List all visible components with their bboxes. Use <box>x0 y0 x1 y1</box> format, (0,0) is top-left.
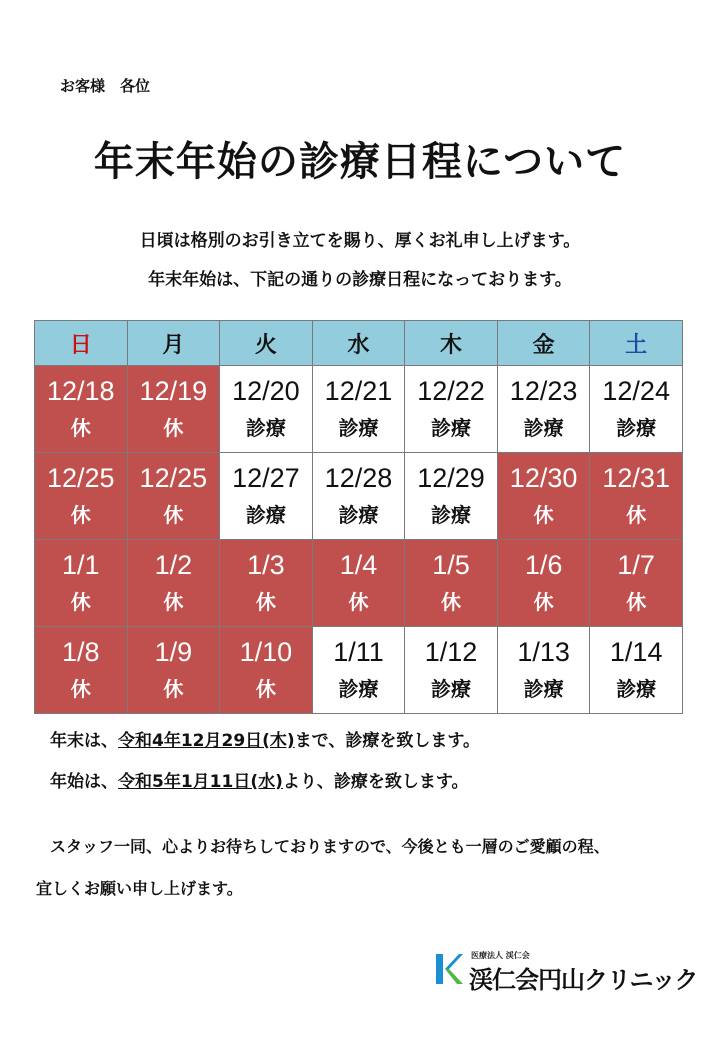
intro-line-1: 日頃は格別のお引き立てを賜り、厚くお礼申し上げます。 <box>139 231 581 251</box>
year-end-notice <box>50 726 480 751</box>
calendar-day-cell <box>312 540 405 627</box>
day-status-open: 診療 <box>338 416 379 440</box>
calendar-day-cell <box>497 540 590 627</box>
day-date: 1/14 <box>609 637 663 667</box>
day-date: 12/24 <box>602 376 670 406</box>
calendar-day-cell <box>405 540 498 627</box>
day-date: 12/30 <box>509 463 578 493</box>
calendar-day-cell <box>590 366 683 453</box>
weekday-wednesday: 水 <box>312 321 405 366</box>
calendar-day-cell <box>35 540 128 627</box>
keijinkai-logo-icon <box>435 952 463 986</box>
page-title: 年末年始の診療日程について <box>93 139 627 185</box>
day-date: 12/22 <box>417 376 485 406</box>
day-date: 1/6 <box>524 550 563 580</box>
day-status-closed: 休 <box>163 416 184 440</box>
day-status-open: 診療 <box>245 503 286 527</box>
calendar-day-cell <box>405 453 498 540</box>
day-date: 1/11 <box>333 637 384 667</box>
day-status-closed: 休 <box>533 503 554 527</box>
calendar-day-cell <box>220 366 313 453</box>
day-status-closed: 休 <box>255 677 276 701</box>
day-status-closed: 休 <box>70 590 91 614</box>
weekday-tuesday: 火 <box>220 321 313 366</box>
calendar-day-cell <box>127 366 220 453</box>
day-status-closed: 休 <box>626 590 647 614</box>
weekday-header-row <box>35 321 683 366</box>
calendar-week-row <box>35 366 683 453</box>
day-date: 12/21 <box>324 376 393 406</box>
day-status-open: 診療 <box>338 677 379 701</box>
weekday-thursday: 木 <box>405 321 498 366</box>
day-status-closed: 休 <box>348 590 369 614</box>
schedule-calendar <box>34 320 683 714</box>
calendar-day-cell <box>497 366 590 453</box>
closing-line-2: 宜しくお願い申し上げます。 <box>36 879 243 898</box>
day-status-closed: 休 <box>70 503 91 527</box>
calendar-day-cell <box>497 627 590 714</box>
day-date: 1/1 <box>62 550 100 580</box>
calendar-week-row <box>35 540 683 627</box>
closing-line-1: スタッフ一同、心よりお待ちしておりますので、今後とも一層のご愛顧の程、 <box>50 837 610 856</box>
day-status-open: 診療 <box>338 503 379 527</box>
calendar-week-row <box>35 627 683 714</box>
calendar-day-cell <box>220 540 313 627</box>
notice-date: 令和5年1月11日(水) <box>118 772 283 792</box>
addressee: お客様 各位 <box>60 77 151 95</box>
calendar-day-cell <box>127 540 220 627</box>
day-status-open: 診療 <box>431 416 472 440</box>
day-date: 12/27 <box>232 463 300 493</box>
logo-corporation: 医療法人 渓仁会 <box>471 951 530 960</box>
day-date: 12/23 <box>509 376 578 406</box>
day-status-closed: 休 <box>163 590 184 614</box>
day-date: 12/18 <box>46 376 115 406</box>
day-status-open: 診療 <box>245 416 286 440</box>
calendar-day-cell <box>497 453 590 540</box>
day-date: 1/13 <box>517 637 570 667</box>
day-status-open: 診療 <box>616 416 657 440</box>
calendar-day-cell <box>127 627 220 714</box>
calendar-body <box>35 366 683 714</box>
notice-prefix: 年末は、 <box>50 731 118 751</box>
calendar-day-cell <box>220 453 313 540</box>
calendar-day-cell <box>35 627 128 714</box>
notice-suffix: まで、診療を致します。 <box>294 731 480 751</box>
day-status-closed: 休 <box>70 416 91 440</box>
calendar-day-cell <box>590 540 683 627</box>
day-date: 12/29 <box>417 463 485 493</box>
calendar-day-cell <box>220 627 313 714</box>
day-date: 1/10 <box>239 637 293 667</box>
day-date: 12/25 <box>139 463 208 493</box>
weekday-monday: 月 <box>127 321 220 366</box>
notice-suffix: より、診療を致します。 <box>282 772 469 792</box>
day-status-closed: 休 <box>163 677 184 701</box>
day-date: 1/2 <box>154 550 193 580</box>
day-status-closed: 休 <box>255 590 276 614</box>
day-status-open: 診療 <box>431 503 472 527</box>
day-date: 12/28 <box>324 463 393 493</box>
notice-date: 令和4年12月29日(木) <box>118 731 295 751</box>
calendar-day-cell <box>127 453 220 540</box>
day-date: 1/3 <box>247 550 285 580</box>
day-status-closed: 休 <box>626 503 647 527</box>
new-year-notice <box>50 767 469 792</box>
calendar-day-cell <box>405 627 498 714</box>
day-status-open: 診療 <box>523 416 564 440</box>
day-date: 1/7 <box>617 550 655 580</box>
day-status-open: 診療 <box>431 677 472 701</box>
calendar-day-cell <box>35 453 128 540</box>
intro-line-2: 年末年始は、下記の通りの診療日程になっております。 <box>148 270 572 290</box>
day-date: 1/5 <box>432 550 470 580</box>
logo-clinic-name: 渓仁会円山クリニック <box>469 966 698 994</box>
notice-prefix: 年始は、 <box>50 772 118 792</box>
day-status-closed: 休 <box>70 677 91 701</box>
day-date: 12/31 <box>602 463 670 493</box>
day-date: 1/8 <box>62 637 100 667</box>
day-status-open: 診療 <box>616 677 657 701</box>
day-date: 12/25 <box>46 463 115 493</box>
day-status-closed: 休 <box>533 590 554 614</box>
weekday-saturday: 土 <box>590 321 683 366</box>
day-date: 12/19 <box>139 376 208 406</box>
day-date: 12/20 <box>232 376 300 406</box>
day-status-open: 診療 <box>523 677 564 701</box>
day-date: 1/9 <box>154 637 193 667</box>
weekday-friday: 金 <box>497 321 590 366</box>
day-date: 1/4 <box>339 550 378 580</box>
calendar-day-cell <box>312 366 405 453</box>
calendar-day-cell <box>590 627 683 714</box>
calendar-week-row <box>35 453 683 540</box>
weekday-sunday: 日 <box>35 321 128 366</box>
calendar-day-cell <box>312 627 405 714</box>
calendar-day-cell <box>35 366 128 453</box>
calendar-day-cell <box>590 453 683 540</box>
day-status-closed: 休 <box>441 590 462 614</box>
calendar-day-cell <box>312 453 405 540</box>
calendar-day-cell <box>405 366 498 453</box>
clinic-logo <box>435 950 698 994</box>
day-status-closed: 休 <box>163 503 184 527</box>
day-date: 1/12 <box>424 637 478 667</box>
